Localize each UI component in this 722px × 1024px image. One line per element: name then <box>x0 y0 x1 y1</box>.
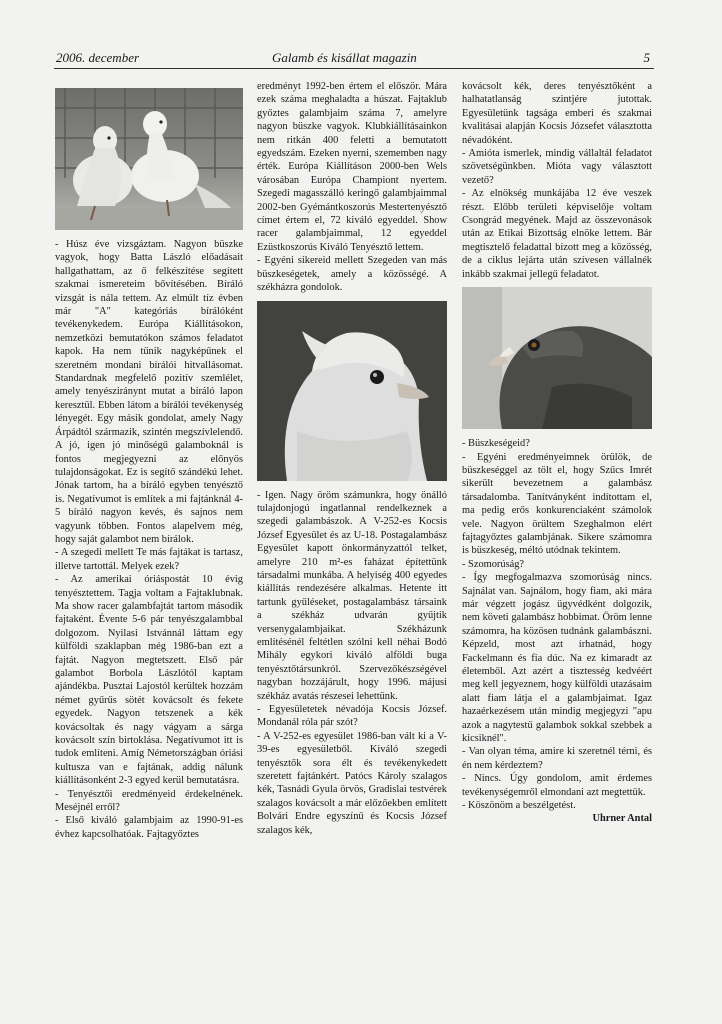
question: - Amióta ismerlek, mindig vállaltál feladatot szövetségünkben. Mióta vagy választott vezető? <box>462 148 652 186</box>
question: - Büszkeségeid? <box>462 438 530 450</box>
author-signature: Uhrner Antal <box>592 813 652 825</box>
question: - Szomorúság? <box>462 558 525 570</box>
paragraph: - Az elnökség munkájába 12 éve veszek részt. Előbb területi képviselője voltam Csongrád megyének. Majd az összevonások után az Etikai Bizottság elnöke lettem. Bár megtisztelő feladattal bízott meg a közösség, de a ciklus lejárta után szívesen vállalnék inkább szakmai jellegű feladatot. <box>462 188 652 280</box>
question: - Tenyésztői eredményeid érdekelnének. Meséjnél erről? <box>55 788 243 814</box>
paragraph: - Első kiváló galambjaim az 1990-91-es évhez kapcsolhatóak. Fajtagyőztes <box>55 815 243 840</box>
paragraph: - Egyéni eredményeimnek örülök, de büszkeséggel az tölt el, hogy Szűcs Imrét sikerült bevezetnem a galambász társadalomba. Tanítványként indítottam el, ma pedig erős konkurenciaként számolok vele. Nagyon örültem Szeghalmon elért fajtagyőztes galambjának. Sikere számomra is büszkeség, méltó utódnak tekintem. <box>462 451 652 557</box>
paragraph: - Húsz éve vizsgáztam. Nagyon büszke vagyok, hogy Batta László előadásait hallgathattam, az ő felkészítése segített szakmai ismereteim bővítésében. Bíráló vizsgát is nála tettem. Az elmúlt tíz évben már "A" kategóriás bírálóként tevékenykedem. Európa Kiállításokon, nemzetközi bemutatókon számos feladatot kapok. Ha nem tűnik nagyképűnek el szeretném mondani bírálói hitvallásomat. Standardnak megfelelő pozitív szemlélet, amely tenyésziránynt mutat a bíráló lapon keresztül. Ebben látom a bírálói tevékenység lényegét. Egy másik gondolat, amely Nagy Árpádtól származik, szintén megszívlelendő. A jó, igen jó minőségű galamboknál is fontos megjegyezni az előnyös tulajdonságokat. Ez is segítő szándékú lehet. Jónak tartom, ha a bíráló egyben tenyésztő is. Negatívumot is említek a mi fajtánknál 4-5 bíráló nagyon kevés, és sajnos nem vagyunk többen. Fontos alapelvem még, hogy saját galambot nem bírálok. <box>55 239 243 545</box>
dark-pigeon-head-photo <box>462 287 652 429</box>
page-header <box>54 48 654 69</box>
issue-date: 2006. december <box>56 50 140 65</box>
magazine-title: Galamb és kisállat magazin <box>272 50 417 65</box>
column-1 <box>55 80 243 841</box>
paragraph: - Köszönöm a beszélgetést. <box>462 800 576 812</box>
question: - Egyesületetek névadója Kocsis József. Mondanál róla pár szót? <box>257 704 447 729</box>
paragraph: kovácsolt kék, deres tenyésztőként a halhatatlanság szintjére jutottak. Egyesületünk tagsága emberi és szakmai kvalitásai alapján Kocsis Józsefet választotta névadóként. <box>462 81 652 146</box>
paragraph: - Így megfogalmazva szomorúság nincs. Sajnálat van. Sajnálom, hogy fiam, aki mára már végzett jogász ügyvédként dolgozik, nem követi galambász hobbimat. Öröm lenne számomra, ha közösen tudnánk galambászni. Képzeld, most azt írhatnád, hogy Fackelmann és fia dúc. Na ez kimaradt az életemből. Azt azért a tisztesség kedvéért meg kell jegyeznem, hogy külföldi utazásaim alatt fiam látja el a galambjaimat. Igaz hazaérkezésem után mindig megjegyzi "apu azok a nagytestű galambok sokkal szebbek a kicsiknél". <box>462 572 652 745</box>
white-pigeon-head-photo <box>257 301 447 481</box>
paragraph: - A V-252-es egyesület 1986-ban vált ki a V-39-es egyesületből. Kiváló szegedi tenyésztők sora élt és tevékenykedett szeretett fajtánkért. Patócs Károly szalagos kék, Tasnádi Gyula örvös, Gradislai testvérek szalagos kovácsolt a már előzőekben említett Bolvári Endre egyszínű és Kocsis József szalagos kék, <box>257 730 447 836</box>
page-number: 5 <box>643 50 650 65</box>
question: - A szegedi mellett Te más fajtákat is tartasz, illetve tartottál. Melyek ezek? <box>55 547 243 572</box>
paragraph: - Igen. Nagy öröm számunkra, hogy önálló tulajdonjogú ingatlannal rendelkeznek a szegedi galambászok. A V-252-es Kocsis József Egyesület és az U-18. Postagalambász Egyesület kapott önkormányzattól telket, amelyre 210 m²-es faházat építettünk társadalmi munkába. A helyiség 400 egyedes kiállítás rendezésére alkalmas. Hetente itt tartunk gyűléseket, postagalambász társaink a székház udvarán gyűjtik versenygalambjaikat. Székházunk említésénél feltétlen szólni kell néhai Bodó Mihály egykori kiváló alföldi buga tenyésztőtársunkról. Szervezőkészségével nagyban hozzájárult, hogy 1996. májusi székház avatás részesei lehettünk. <box>257 489 447 702</box>
paragraph: eredményt 1992-ben értem el először. Mára ezek száma meghaladta a húszat. Fajtaklub győztes galambjaim száma 7, amelyre nagyon büszke vagyok. Klubkiállításainkon nem ritkán 400 feletti a bemutatott egyedszám. Ezeken nyerni, szememben nagy érték. Európa Kiállításon 2000-ben Wels városában Európa Championt nyertem. Szegedi magasszálló keringő galambjaimmal 2002-ben Gyémántkoszorús Mestertenyésztő címet értem el, 72 kiváló egyeddel. Show racer galambjaimmal, 12 egyeddel Ezüstkoszorús Kiváló Tenyésztő lettem. <box>257 81 447 253</box>
column-3 <box>462 80 652 826</box>
paragraph: - Az amerikai óriáspostát 10 évig tenyésztettem. Tagja voltam a Fajtaklubnak. Ma show racer galambfajtát tartom második fajtaként. Évente 5-6 pár tenyészgalambbal dolgozom. Nyilasi Istvánnál láttam egy külföldi szaklapban még 1986-ban ezt a fajtát. Nagyon megtetszett. Első pár galambot Borbola Lászlótól kaptam ajándékba. Pusztai Lajostól kerültek hozzám német gyűrűs sötét kovácsolt és fekete egyedek. Nagyon tetszenek a kék kovácsoltak és nagy vágyam a sárga kovácsolt szín birtoklása. Negatívumot itt is tudok említeni. Amíg Németországban óriási kultusza van e fajtának, addig nálunk kiállításonként 2-3 egyed kerül bemutatásra. <box>55 574 243 787</box>
question: - Van olyan téma, amire ki szeretnél térni, és én nem kérdeztem? <box>462 746 652 771</box>
question: - Egyéni sikereid mellett Szegeden van más büszkeségetek, amely a közösségé. A székházra gondolok. <box>257 255 447 294</box>
two-white-pigeons-photo <box>55 88 243 230</box>
paragraph: - Nincs. Úgy gondolom, amit érdemes tevékenységemről elmondani azt megtettük. <box>462 773 652 798</box>
column-2 <box>257 80 447 837</box>
